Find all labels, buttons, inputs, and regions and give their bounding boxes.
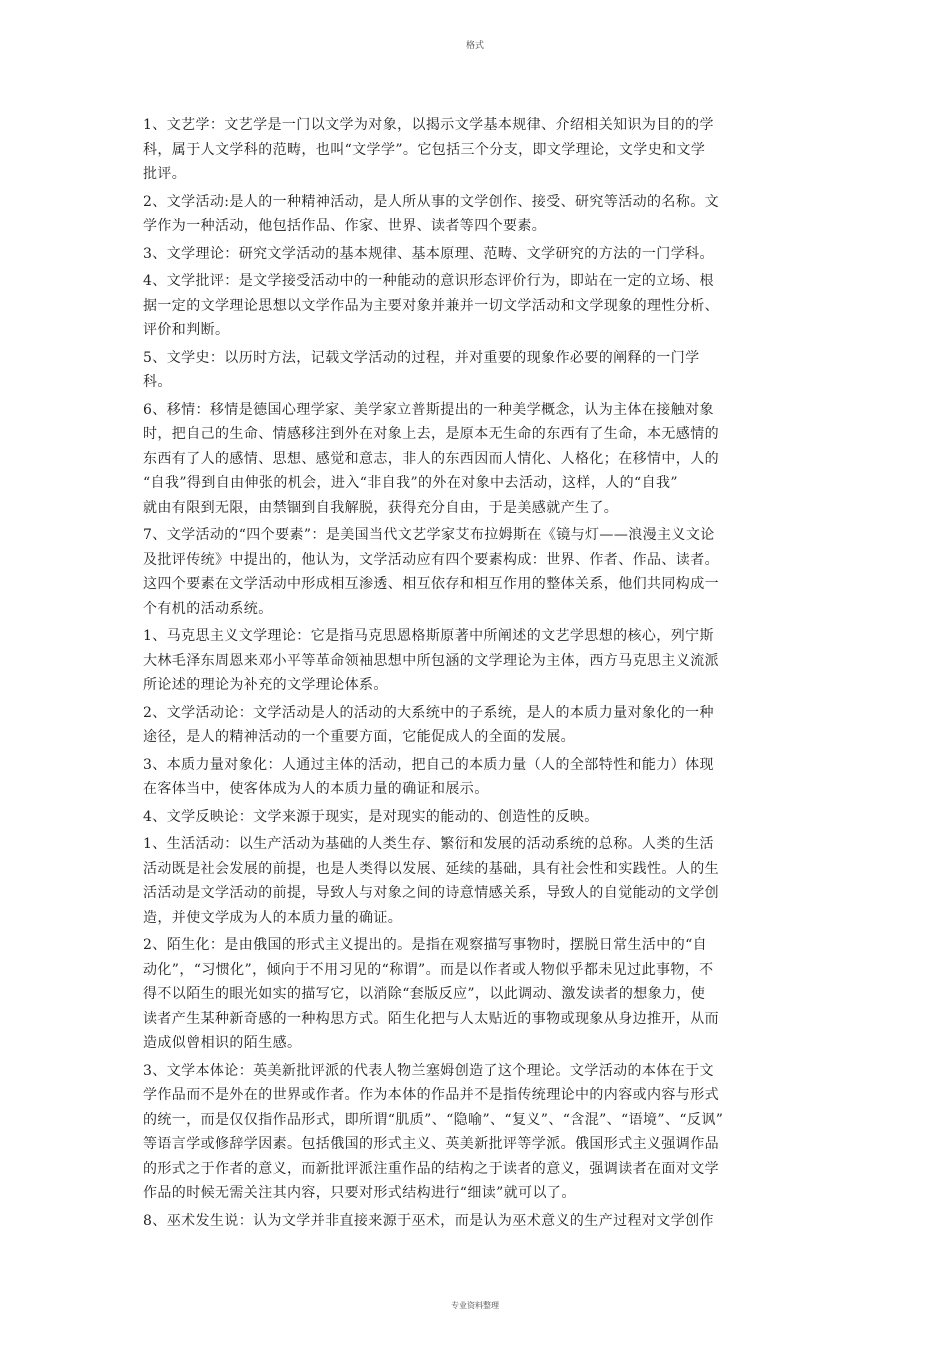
paragraph [143,269,833,343]
text-line: 1、马克思主义文学理论：它是指马克思恩格斯原著中所阐述的文艺学思想的核心，列宁斯 [143,628,714,644]
text-line: 途径，是人的精神活动的一个重要方面，它能促成人的全面的发展。 [143,729,575,745]
text-line: 得不以陌生的眼光如实的描写它，以消除“套版反应”，以此调动、激发读者的想象力，使 [143,986,706,1002]
text-line: 2、文学活动:是人的一种精神活动，是人所从事的文学创作、接受、研究等活动的名称。文 [143,193,720,210]
paragraph [143,1209,833,1234]
text-line: 3、本质力量对象化：人通过主体的活动，把自己的本质力量（人的全部特性和能力）体现 [143,756,714,773]
text-line: 科。 [143,374,172,390]
text-line: 科，属于人文学科的范畴，也叫“文学学”。它包括三个分支，即文学理论，文学史和文学 [143,141,706,158]
paragraph [143,624,833,698]
text-line: 4、文学反映论：文学来源于现实，是对现实的能动的、创造性的反映。 [143,808,599,825]
text-line: 8、巫术发生说：认为文学并非直接来源于巫术，而是认为巫术意义的生产过程对文学创作 [143,1212,714,1229]
paragraph [143,190,833,239]
text-line: 东西有了人的感情、思想、感觉和意志，非人的东西因而人情化、人格化；在移情中，人的 [143,450,719,467]
page-footer: 专业资料整理 [451,1301,499,1310]
paragraph [143,701,833,750]
text-line: “自我”得到自由伸张的机会，进入“非自我”的外在对象中去活动，这样，人的“自我” [143,475,678,491]
text-line: 等语言学或修辞学因素。包括俄国的形式主义、英美新批评等学派。俄国形式主义强调作品 [143,1136,719,1152]
paragraph [143,933,833,1056]
text-line: 学作为一种活动，他包括作品、作家、世界、读者等四个要素。 [143,218,547,234]
text-line: 读者产生某种新奇感的一种构思方式。陌生化把与人太贴近的事物或现象从身边推开，从而 [143,1010,719,1027]
paragraph [143,523,833,621]
paragraph [143,753,833,802]
text-line: 活动既是社会发展的前提，也是人类得以发展、延续的基础，具有社会性和实践性。人的生 [143,860,719,877]
text-line: 7、文学活动的“四个要素”：是美国当代文艺学家艾布拉姆斯在《镜与灯——浪漫主义文论 [143,527,715,543]
text-line: 4、文学批评：是文学接受活动中的一种能动的意识形态评价行为，即站在一定的立场、根 [143,273,714,289]
text-line: 就由有限到无限，由禁锢到自我解脱，获得充分自由，于是美感就产生了。 [143,499,619,516]
text-line: 大林毛泽东周恩来邓小平等革命领袖思想中所包涵的文学理论为主体，西方马克思主义流派 [143,652,719,669]
text-line: 2、文学活动论：文学活动是人的活动的大系统中的子系统，是人的本质力量对象化的一种 [143,704,714,721]
text-line: 造，并使文学成为人的本质力量的确证。 [143,909,403,926]
text-line: 个有机的活动系统。 [143,600,273,617]
text-line: 批评。 [143,166,187,182]
text-line: 动化”，“习惯化”，倾向于不用习见的“称谓”。而是以作者或人物似乎都未见过此事物，不 [143,961,714,978]
text-line: 6、移情：移情是德国心理学家、美学家立普斯提出的一种美学概念，认为主体在接触对象 [143,401,714,418]
text-line: 这四个要素在文学活动中形成相互渗透、相互依存和相互作用的整体关系，他们共同构成一 [143,576,719,592]
text-line: 1、文艺学：文艺学是一门以文学为对象，以揭示文学基本规律、介绍相关知识为目的的学 [143,117,714,133]
text-line: 3、文学理论：研究文学活动的基本规律、基本原理、范畴、文学研究的方法的一门学科。 [143,245,714,262]
text-line: 时，把自己的生命、情感移注到外在对象上去，是原本无生命的东西有了生命，本无感情的 [143,426,719,442]
paragraph [143,832,833,930]
text-line: 活活动是文学活动的前提，导致人与对象之间的诗意情感关系，导致人的自觉能动的文学创 [143,885,719,901]
paragraph [143,805,833,830]
text-line: 的统一，而是仅仅指作品形式，即所谓“肌质”、“隐喻”、“复义”、“含混”、“语境”、“反讽” [143,1111,724,1128]
text-line: 在客体当中，使客体成为人的本质力量的确证和展示。 [143,781,489,797]
text-line: 的形式之于作者的意义，而新批评派注重作品的结构之于读者的意义，强调读者在面对文学 [143,1160,719,1177]
text-line: 学作品而不是外在的世界或作者。作为本体的作品并不是指传统理论中的内容或内容与形式 [143,1087,719,1103]
text-line: 作品的时候无需关注其内容，只要对形式结构进行“细读”就可以了。 [143,1185,576,1201]
paragraph [143,1059,833,1206]
text-line: 1、生活活动：以生产活动为基础的人类生存、繁衍和发展的活动系统的总称。人类的生活 [143,836,714,852]
text-line: 5、文学史：以历时方法，记载文学活动的过程，并对重要的现象作必要的阐释的一门学 [143,349,700,366]
text-line: 据一定的文学理论思想以文学作品为主要对象并兼并一切文学活动和文学现象的理性分析、 [143,297,719,314]
text-line: 及批评传统》中提出的，他认为，文学活动应有四个要素构成：世界、作者、作品、读者。 [143,551,719,568]
text-line: 评价和判断。 [143,322,230,338]
text-line: 2、陌生化：是由俄国的形式主义提出的。是指在观察描写事物时，摆脱日常生活中的“自 [143,937,708,953]
paragraph [143,242,833,267]
paragraph [143,346,833,395]
page-header: 格式 [465,41,484,51]
document-body [143,113,833,1236]
text-line: 造成似曾相识的陌生感。 [143,1035,302,1051]
paragraph [143,398,833,521]
paragraph [143,113,833,187]
text-line: 3、文学本体论：英美新批评派的代表人物兰塞姆创造了这个理论。文学活动的本体在于文 [143,1062,714,1079]
text-line: 所论述的理论为补充的文学理论体系。 [143,677,388,693]
